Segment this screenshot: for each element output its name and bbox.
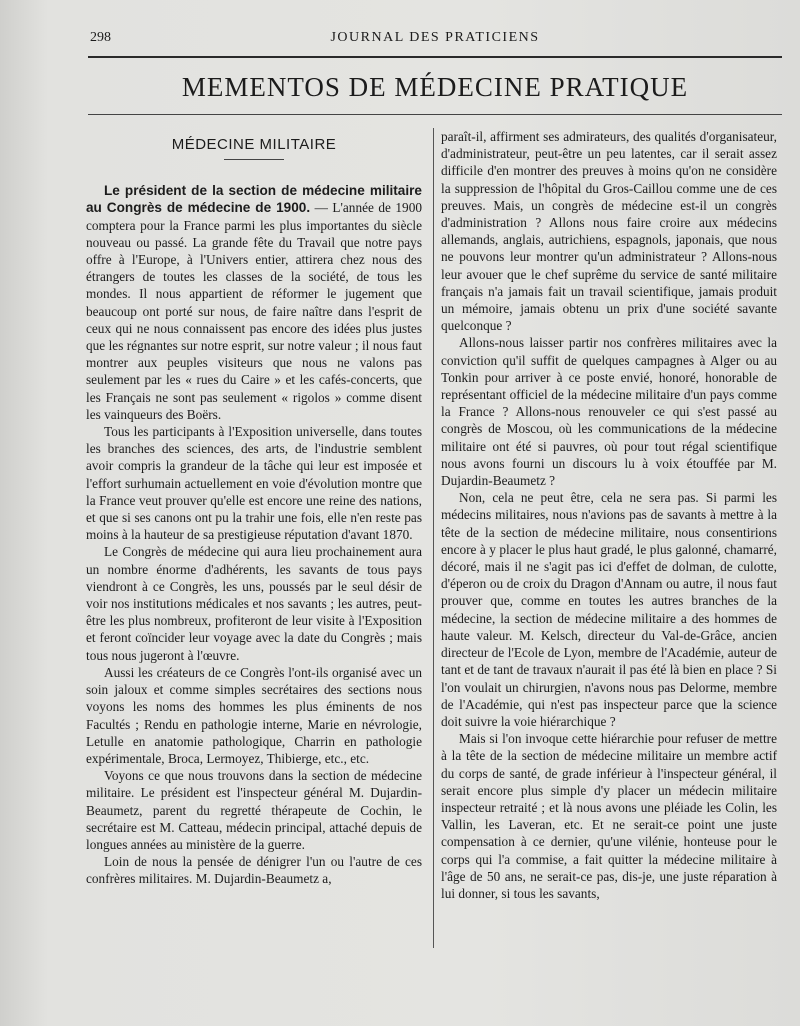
- article-heading: MÉDECINE MILITAIRE: [171, 136, 337, 153]
- right-column: [441, 128, 777, 902]
- paragraph: Voyons ce que nous trouvons dans la section de médecine militaire. Le président est l'inspecteur général M. Dujardin-Beaumetz, parent du regretté thérapeute de Cochin, le secrétaire est M. Catteau, médecin principal, attaché depuis de longues années au ministère de la guerre.: [86, 768, 422, 852]
- title-rule: [88, 114, 782, 115]
- header-rule: [88, 56, 782, 58]
- column-divider: [433, 128, 434, 948]
- paragraph: Allons-nous laisser partir nos confrères militaires avec la conviction qu'il suffit de quelques campagnes à Alger ou au Tonkin pour arriver à ce poste envié, honoré, honorable de représentant officiel de la médecine militaire d'un pays comme la France ? Allons-nous renouveler ce qui s'est passé au congrès de Moscou, où les communications de la médecine militaire ont été si pauvres, où pour tout régal scientifique nous avons fourni un discours lu à voix étouffée par M. Dujardin-Beaumetz ?: [441, 335, 777, 489]
- paragraph: Aussi les créateurs de ce Congrès l'ont-ils organisé avec un soin jaloux et comme simples secrétaires des sections nous voyons les noms des hommes les plus éminents de nos Facultés ; Rendu en pathologie interne, Marie en névrologie, Letulle en anatomie pathologique, Charrin en pathologie expérimentale, Broca, Lermoyez, Thibierge, etc., etc.: [86, 664, 422, 766]
- left-column: [86, 128, 422, 888]
- continued-paragraph: paraît-il, affirment ses admirateurs, des qualités d'organisateur, d'administrateur, peut-être un peu latentes, car il serait assez difficile d'en montrer des preuves à moins qu'on ne considère la suppression de l'hôpital du Gros-Caillou comme une de ces preuves. Mais, un congrès de médecine est-il un congrès d'administration ? Allons nous faire croire aux médecins allemands, anglais, autrichiens, espagnols, japonais, que nous ne pouvons leur montrer qu'un administrateur ? Allons-nous leur avouer que le chef suprême du service de santé militaire français n'a jamais fait un travail scientifique, jamais produit un mémoire, jamais obtenu un prix d'une société savante quelconque ?: [441, 129, 777, 334]
- lead-bold-title: Le président de la section de médecine militaire au Congrès de médecine de 1900.: [86, 183, 422, 216]
- paragraph: Mais si l'on invoque cette hiérarchie pour refuser de mettre à la tête de la section de médecine militaire un membre actif du corps de santé, de grade inférieur à l'inspecteur général, il serait encore plus simple d'y placer un médecin militaire inspecteur retraité ; et là nous avons une pléiade les Colin, les Vallin, les Laveran, etc. Et ne serait-ce point une juste compensation à ce dernier, qu'une vilénie, honteuse pour le corps qui l'a commise, a fait quitter la médecine militaire à l'âge de 50 ans, ne serait-ce pas, dis-je, une juste réparation à lui donner, si tous les savants,: [441, 731, 777, 901]
- section-title: MEMENTOS DE MÉDECINE PRATIQUE: [181, 72, 689, 102]
- paragraph: Non, cela ne peut être, cela ne sera pas. Si parmi les médecins militaires, nous n'avions pas de savants à mettre à la tête de la section de médecine militaire, nous consentirions encore à y placer le plus haut gradé, le plus galonné, chamarré, décoré, mais il ne s'agit pas ici d'effet de dolman, de culotte, d'éperon ou de croix du Dragon d'Annam ou autre, il nous faut prouver que, comme en toutes les autres branches de la médecine, la section de médecine militaire a des hommes de haute valeur. M. Kelsch, directeur du Val-de-Grâce, ancien directeur de l'Ecole de Lyon, membre de l'Académie, auteur de tant et de tant de travaux n'aurait il pas été là bien en place ? Si l'on voulait un chirurgien, n'avons nous pas Delorme, membre de l'Académie, qui n'est pas inspecteur parce que la science doit suivre la voie hiérarchique ?: [441, 490, 777, 729]
- lead-paragraph: [86, 182, 422, 423]
- running-head: [90, 30, 780, 50]
- journal-title: JOURNAL DES PRATICIENS: [330, 30, 540, 45]
- paragraph: Loin de nous la pensée de dénigrer l'un ou l'autre de ces confrères militaires. M. Dujardin-Beaumetz a,: [86, 854, 422, 887]
- paragraph: Le Congrès de médecine qui aura lieu prochainement aura un nombre énorme d'adhérents, les savants de tous pays viendront à ce Congrès, les uns, poussés par le seul désir de voir nos institutions médicales et nos savants ; les autres, peut-être les plus nombreux, profiteront de leur visite à l'Exposition et feront coïncider leur voyage avec la date du Congrès ; mais tous nous jugeront à l'œuvre.: [86, 544, 422, 663]
- heading-rule: [224, 159, 284, 160]
- page-number: 298: [90, 30, 111, 45]
- paragraph: Tous les participants à l'Exposition universelle, dans toutes les branches des sciences, des arts, de l'industrie semblent avoir compris la grandeur de la tâche qui leur est imposée et l'effort surhumain actuellement en voie d'évolution montre que la France veut prouver qu'elle est encore une reine des nations, et que si ses canons ont pu la trahir une fois, elle n'en reste pas moins à la hauteur de sa prestigieuse réputation d'avant 1870.: [86, 424, 422, 543]
- lead-text: — L'année de 1900 comptera pour la France parmi les plus importantes du siècle nouveau ou passé. La grande fête du Travail que notre pays offre à l'Europe, à l'Univers entier, attirera chez nous des étrangers de toutes les classes de la société, de tous les mondes. Il nous appartient de réformer le jugement que beaucoup ont porté sur nous, de faire naître dans l'esprit de ceux qui ne nous connaissent pas encore des idées plus justes que les régnantes sur notre esprit, sur notre valeur ; il nous faut montrer aux peuples visiteurs que nous ne valons pas seulement par les « rues du Caire » et les cafés-concerts, que les Français ne sont pas seulement « rigolos » comme disent les vainqueurs des Boërs.: [86, 200, 423, 422]
